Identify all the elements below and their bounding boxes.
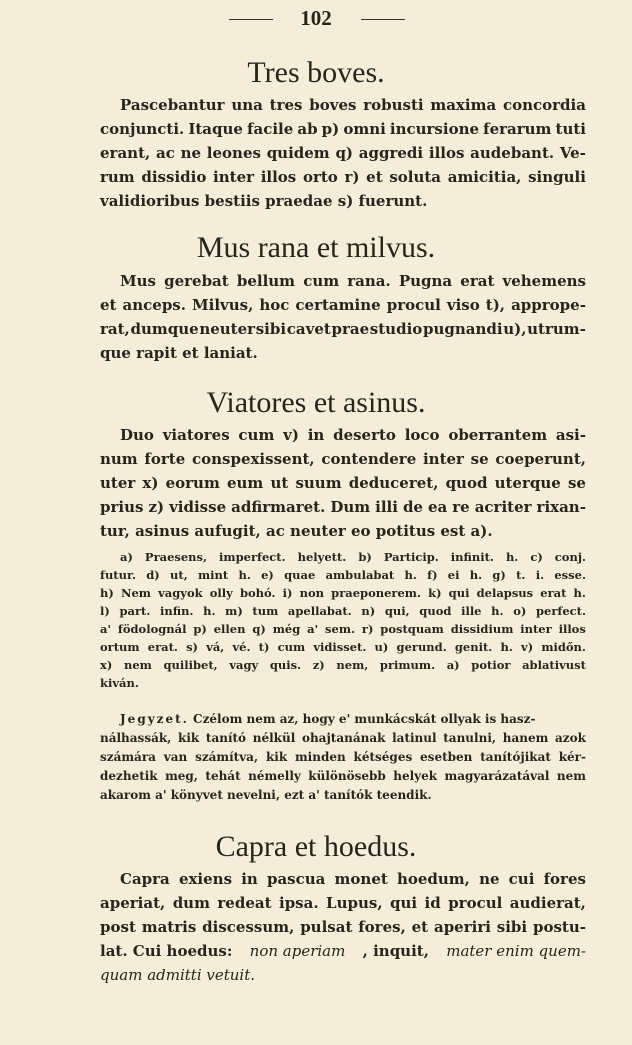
page-header [0, 6, 632, 32]
note-line: nálhassák, kik tanító nélkül ohajtanának latinul tanulni, hanem azok [100, 731, 586, 745]
footnote-line: futur. d) ut, mint h. e) quae ambulabat h. f) ei h. g) t. i. esse. [100, 568, 586, 582]
footnote-line: l) part. infin. h. m) tum apellabat. n) qui, quod ille h. o) perfect. [100, 604, 586, 618]
footnote-line: a' födolognál p) ellen q) még a' sem. r) postquam dissidium inter illos [100, 622, 586, 636]
section-text [100, 93, 586, 213]
section-text [100, 867, 586, 987]
page-number: 102 [300, 6, 332, 30]
note-label: Jegyzet. [120, 712, 189, 726]
text-fragment: , inquit, [362, 942, 429, 960]
note-line: számára van számítva, kik minden kétséges esetben tanítójikat kér- [100, 750, 586, 764]
text-line: rat, dumque neuter sibi cavet prae studio pugnandi u), utrum- [100, 320, 586, 338]
text-line: Duo viatores cum v) in deserto loco oberrantem asi- [120, 426, 586, 444]
footnote-line: x) nem quilibet, vagy quis. z) nem, primum. a) potior ablativust [100, 658, 586, 672]
footnotes [100, 548, 586, 692]
footnote-line: a) Praesens, imperfect. helyett. b) Particip. infinit. h. c) conj. [120, 550, 586, 564]
section-title: Capra et hoedus. [215, 830, 417, 863]
italic-fragment: non aperiam [249, 942, 346, 960]
section-title: Viatores et asinus. [206, 386, 426, 419]
italic-fragment: quam admitti vetuit. [100, 966, 256, 984]
text-line: tur, asinus aufugit, ac neuter eo potitus est a). [100, 522, 493, 540]
text-line: rum dissidio inter illos orto r) et soluta amicitia, singuli [100, 168, 586, 186]
note-line: akarom a' könyvet nevelni, ezt a' tanítók teendik. [100, 788, 432, 802]
header-rule-left [229, 19, 273, 20]
italic-fragment: mater enim quem- [446, 942, 586, 960]
text-line: Capra exiens in pascua monet hoedum, ne cui fores [120, 870, 586, 888]
header-rule-right [361, 19, 405, 20]
footnote-line: kiván. [100, 676, 139, 690]
text-line: conjuncti. Itaque facile ab p) omni incursione ferarum tuti [100, 120, 586, 138]
footnote-line: h) Nem vagyok olly bohó. i) non praeponerem. k) qui delapsus erat h. [100, 586, 586, 600]
text-line: post matris discessum, pulsat fores, et aperiri sibi postu- [100, 918, 586, 936]
section-title: Mus rana et milvus. [196, 231, 436, 264]
text-fragment: lat. Cui hoedus: [100, 942, 233, 960]
text-line: aperiat, dum redeat ipsa. Lupus, qui id procul audierat, [100, 894, 586, 912]
text-line: erant, ac ne leones quidem q) aggredi illos audebant. Ve- [100, 144, 586, 162]
text-line-mixed [100, 939, 586, 963]
text-line [100, 963, 586, 987]
section-text [100, 423, 586, 543]
note-line: dezhetik meg, tehát némelly különösebb helyek magyarázatával nem [100, 769, 586, 783]
text-line: que rapit et laniat. [100, 344, 258, 362]
text-line: prius z) vidisse adfirmaret. Dum illi de ea re acriter rixan- [100, 498, 586, 516]
text-line: Pascebantur una tres boves robusti maxima concordia [120, 96, 586, 114]
text-line: num forte conspexissent, contendere inter se coeperunt, [100, 450, 586, 468]
text-line: validioribus bestiis praedae s) fuerunt. [100, 192, 428, 210]
text-line: et anceps. Milvus, hoc certamine procul viso t), apprope- [100, 296, 586, 314]
editor-note [100, 710, 586, 805]
text-line: Mus gerebat bellum cum rana. Pugna erat vehemens [120, 272, 586, 290]
section-text [100, 269, 586, 365]
section-title: Tres boves. [247, 56, 385, 89]
note-first-line [100, 710, 586, 729]
note-line: Czélom nem az, hogy e' munkácskát ollyak is hasz- [193, 712, 536, 726]
footnote-line: ortum erat. s) vá, vé. t) cum vidisset. u) gerund. genit. h. v) midőn. [100, 640, 586, 654]
text-line: uter x) eorum eum ut suum deduceret, quod uterque se [100, 474, 586, 492]
